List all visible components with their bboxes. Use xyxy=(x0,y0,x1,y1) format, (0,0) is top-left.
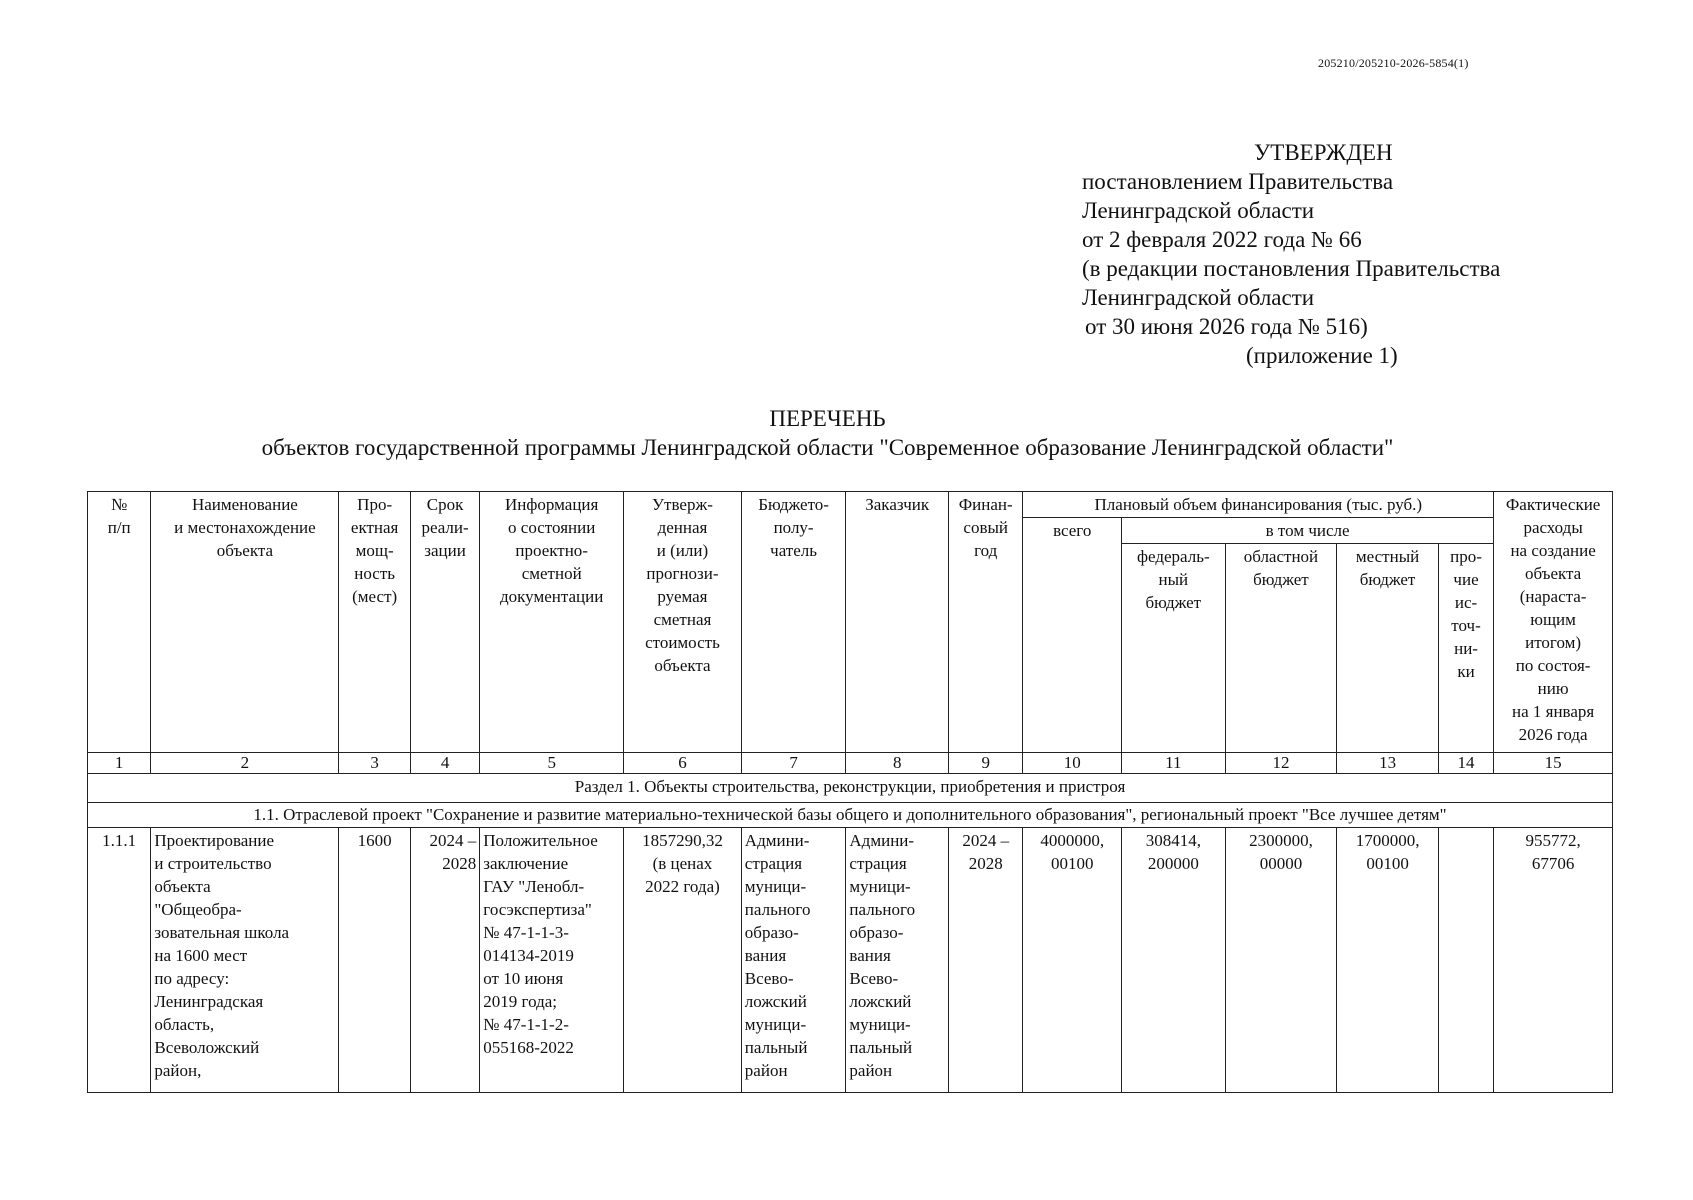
approval-line: Ленинградской области xyxy=(1082,198,1315,223)
header-col-total: всего xyxy=(1023,518,1122,753)
column-number: 7 xyxy=(741,753,846,774)
approval-line: от 30 июня 2026 года № 516) xyxy=(1085,314,1368,339)
document-title xyxy=(0,404,1693,462)
header-col-federal: федераль- ный бюджет xyxy=(1122,544,1226,753)
title-subheading: объектов государственной программы Ленинградской области "Современное образование Ленинградской области" xyxy=(261,435,1394,460)
header-col-other: про- чие ис- точ- ни- ки xyxy=(1438,544,1493,753)
header-col-period: Срок реали- зации xyxy=(410,492,479,753)
column-number: 10 xyxy=(1023,753,1122,774)
row-object-name: Проектирование и строительство объекта "Общеобра- зовательная школа на 1600 мест по адресу: Ленинградская область, Всеволожский район, xyxy=(151,828,339,1093)
column-number: 13 xyxy=(1337,753,1439,774)
header-col-number: № п/п xyxy=(88,492,151,753)
header-col-capacity: Про- ектная мощ- ность (мест) xyxy=(339,492,410,753)
approval-line: от 2 февраля 2022 года № 66 xyxy=(1082,227,1362,252)
row-recipient: Админи- страция муници- пального образо- вания Всево- ложский муници- пальный район xyxy=(741,828,846,1093)
column-number: 14 xyxy=(1438,753,1493,774)
column-number: 11 xyxy=(1122,753,1226,774)
approval-stamp xyxy=(1082,138,1500,370)
approval-appendix: (приложение 1) xyxy=(1246,343,1398,368)
row-cost: 1857290,32 (в ценах 2022 года) xyxy=(624,828,742,1093)
column-number: 5 xyxy=(480,753,624,774)
title-heading: ПЕРЕЧЕНЬ xyxy=(769,406,886,431)
table-row xyxy=(88,828,1613,1093)
section-heading: Раздел 1. Объекты строительства, реконструкции, приобретения и пристроя xyxy=(88,774,1613,803)
row-number: 1.1.1 xyxy=(88,828,151,1093)
row-total: 4000000, 00100 xyxy=(1023,828,1122,1093)
row-local: 1700000, 00100 xyxy=(1337,828,1439,1093)
column-number: 6 xyxy=(624,753,742,774)
approval-heading: УТВЕРЖДЕН xyxy=(1254,140,1393,165)
column-number: 8 xyxy=(846,753,949,774)
column-number: 9 xyxy=(949,753,1023,774)
row-actual: 955772, 67706 xyxy=(1494,828,1613,1093)
column-number: 15 xyxy=(1494,753,1613,774)
column-number: 1 xyxy=(88,753,151,774)
header-col-actual: Фактические расходы на создание объекта (нараста- ющим итогом) по состоя- нию на 1 января 2026 года xyxy=(1494,492,1613,753)
row-regional: 2300000, 00000 xyxy=(1225,828,1337,1093)
header-col-customer: Заказчик xyxy=(846,492,949,753)
row-other xyxy=(1438,828,1493,1093)
approval-line: (в редакции постановления Правительства xyxy=(1082,256,1501,281)
row-federal: 308414, 200000 xyxy=(1122,828,1226,1093)
header-including: в том числе xyxy=(1122,518,1494,544)
header-col-local: местный бюджет xyxy=(1337,544,1439,753)
column-number: 4 xyxy=(410,753,479,774)
column-number: 12 xyxy=(1225,753,1337,774)
row-customer: Админи- страция муници- пального образо- вания Всево- ложский муници- пальный район xyxy=(846,828,949,1093)
header-col-name: Наименование и местонахождение объекта xyxy=(151,492,339,753)
row-fin-year: 2024 – 2028 xyxy=(949,828,1023,1093)
column-number: 3 xyxy=(339,753,410,774)
header-col-regional: областной бюджет xyxy=(1225,544,1337,753)
document-number: 205210/205210-2026-5854(1) xyxy=(1318,56,1469,70)
subsection-heading: 1.1. Отраслевой проект "Сохранение и развитие материально-технической базы общего и дополнительного образования", региональный проект "Все лучшее детям" xyxy=(88,803,1613,828)
row-period: 2024 – 2028 xyxy=(410,828,479,1093)
header-col-fin-year: Финан- совый год xyxy=(949,492,1023,753)
row-psd-info: Положительное заключение ГАУ "Ленобл- госэкспертиза" № 47-1-1-3- 014134-2019 от 10 июня 2019 года; № 47-1-1-2- 055168-2022 xyxy=(480,828,624,1093)
header-planned-financing: Плановый объем финансирования (тыс. руб.) xyxy=(1023,492,1494,518)
objects-table xyxy=(87,491,1613,1093)
approval-line: постановлением Правительства xyxy=(1082,169,1394,194)
column-number: 2 xyxy=(151,753,339,774)
row-capacity: 1600 xyxy=(339,828,410,1093)
header-col-recipient: Бюджето- полу- чатель xyxy=(741,492,846,753)
header-col-psd-info: Информация о состоянии проектно- сметной документации xyxy=(480,492,624,753)
header-col-cost: Утверж- денная и (или) прогнози- руемая сметная стоимость объекта xyxy=(624,492,742,753)
approval-line: Ленинградской области xyxy=(1082,285,1315,310)
column-numbers-row xyxy=(88,753,1613,774)
